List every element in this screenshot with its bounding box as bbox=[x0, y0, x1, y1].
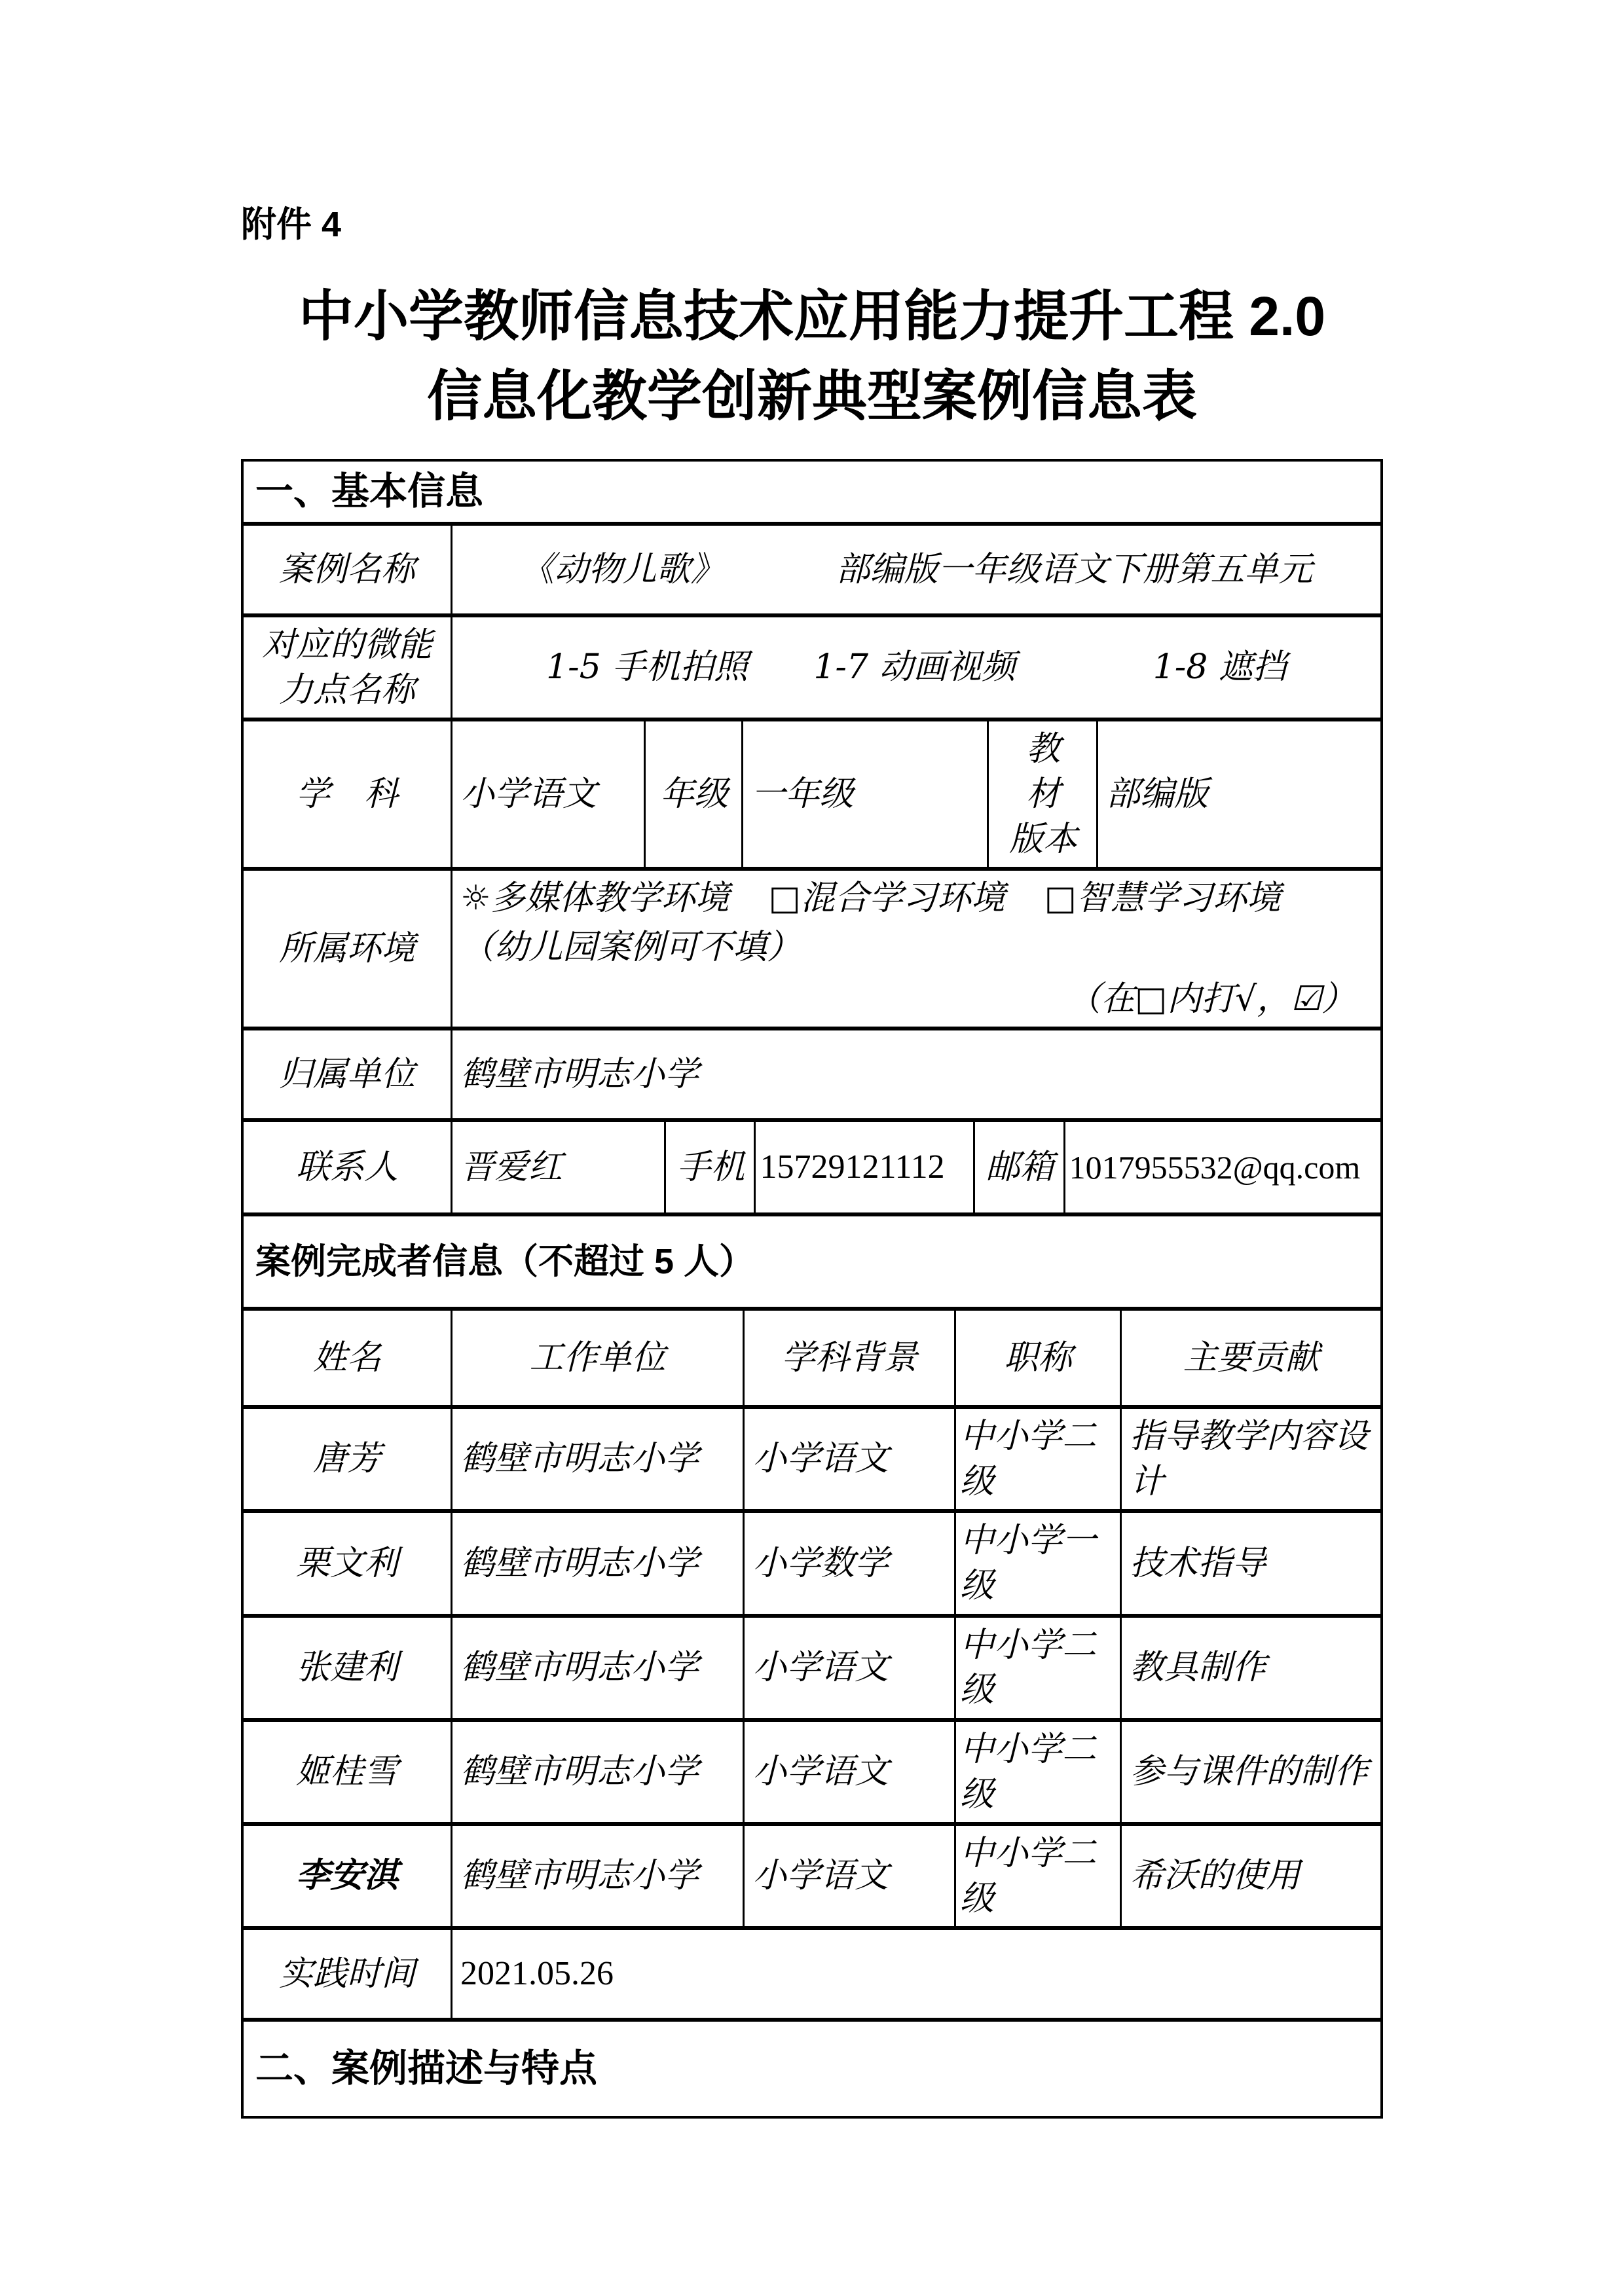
textbook-value: 部编版 bbox=[1096, 721, 1380, 867]
contributor-unit: 鹤壁市明志小学 bbox=[451, 1826, 743, 1926]
contributor-contribution: 参与课件的制作 bbox=[1120, 1722, 1380, 1822]
environment-row bbox=[244, 867, 1380, 1027]
contributor-contribution: 技术指导 bbox=[1120, 1513, 1380, 1613]
unit-row bbox=[244, 1027, 1380, 1118]
micro-point-item-1: 1-5 手机拍照 bbox=[546, 647, 748, 687]
textbook-label-line1: 教 材 bbox=[1026, 729, 1095, 814]
practice-time-row bbox=[244, 1926, 1380, 2018]
case-info-table bbox=[241, 459, 1383, 2119]
contact-label: 联系人 bbox=[295, 1147, 398, 1187]
subject-label: 学 科 bbox=[295, 774, 398, 814]
micro-point-item-3: 1-8 遮挡 bbox=[1153, 647, 1287, 687]
contributor-contribution: 教具制作 bbox=[1120, 1618, 1380, 1718]
table-row bbox=[244, 1718, 1380, 1822]
contributor-name: 李安淇 bbox=[295, 1855, 398, 1896]
contributors-header-row bbox=[244, 1212, 1380, 1307]
table-row bbox=[244, 1822, 1380, 1926]
contributor-contribution: 希沃的使用 bbox=[1120, 1826, 1380, 1926]
case-name-label: 案例名称 bbox=[278, 549, 415, 589]
email-label: 邮箱 bbox=[973, 1122, 1063, 1212]
subject-value: 小学语文 bbox=[451, 721, 644, 867]
unit-label: 归属单位 bbox=[278, 1054, 415, 1094]
column-header-title: 职称 bbox=[954, 1311, 1120, 1405]
column-header-name: 姓名 bbox=[312, 1338, 381, 1377]
environment-option-smart bbox=[1044, 876, 1281, 921]
contributor-name: 姬桂雪 bbox=[295, 1752, 398, 1792]
environment-option-multimedia bbox=[460, 876, 729, 921]
document-title-line1: 中小学教师信息技术应用能力提升工程 2.0 bbox=[298, 285, 1326, 347]
contributor-unit: 鹤壁市明志小学 bbox=[451, 1722, 743, 1822]
grade-label: 年级 bbox=[644, 721, 741, 867]
document-title bbox=[241, 277, 1383, 437]
textbook-label-line2: 版本 bbox=[1009, 819, 1078, 859]
contact-row bbox=[244, 1118, 1380, 1212]
contributor-subject: 小学语文 bbox=[743, 1618, 954, 1718]
column-header-subject: 学科背景 bbox=[743, 1311, 954, 1405]
micro-point-item-2: 1-7 动画视频 bbox=[813, 647, 1016, 687]
contributor-subject: 小学语文 bbox=[743, 1826, 954, 1926]
case-name-cell bbox=[451, 526, 1380, 613]
case-edition-note: 部编版一年级语文下册第五单元 bbox=[836, 549, 1313, 589]
environment-option-1-label: 多媒体教学环境 bbox=[490, 879, 729, 919]
contributor-title: 中小学二级 bbox=[954, 1722, 1120, 1822]
table-row bbox=[244, 1405, 1380, 1509]
case-name-row bbox=[244, 522, 1380, 613]
contributor-subject: 小学数学 bbox=[743, 1513, 954, 1613]
contributor-subject: 小学语文 bbox=[743, 1722, 954, 1822]
case-name-value: 《动物儿歌》 bbox=[520, 549, 725, 589]
textbook-label bbox=[987, 721, 1096, 867]
environment-option-blended bbox=[769, 876, 1005, 921]
contributors-section-header: 案例完成者信息（不超过 5 人） bbox=[255, 1241, 755, 1281]
contributor-title: 中小学二级 bbox=[954, 1409, 1120, 1509]
environment-cell bbox=[451, 871, 1380, 1027]
practice-time-value: 2021.05.26 bbox=[451, 1930, 1380, 2018]
table-row bbox=[244, 1509, 1380, 1613]
environment-option-2-label: 混合学习环境 bbox=[800, 879, 1005, 919]
contributor-name: 张建利 bbox=[295, 1647, 398, 1687]
contributor-title: 中小学二级 bbox=[954, 1826, 1120, 1926]
column-header-unit: 工作单位 bbox=[451, 1311, 743, 1405]
phone-value: 15729121112 bbox=[754, 1122, 973, 1212]
contributor-name: 栗文利 bbox=[295, 1543, 398, 1583]
email-value: 1017955532@qq.com bbox=[1063, 1122, 1380, 1212]
grade-value: 一年级 bbox=[741, 721, 987, 867]
contact-name: 晋爱红 bbox=[451, 1122, 664, 1212]
practice-time-label: 实践时间 bbox=[278, 1954, 415, 1994]
table-row bbox=[244, 1614, 1380, 1718]
environment-note: （幼儿园案例可不填） bbox=[460, 927, 801, 967]
empty-checkbox-icon-2: □ bbox=[1044, 879, 1077, 919]
contributor-contribution: 指导教学内容设计 bbox=[1120, 1409, 1380, 1509]
phone-label: 手机 bbox=[664, 1122, 754, 1212]
contributor-name: 唐芳 bbox=[312, 1439, 381, 1479]
contributor-subject: 小学语文 bbox=[743, 1409, 954, 1509]
contributor-title: 中小学二级 bbox=[954, 1618, 1120, 1718]
micro-points-label: 对应的微能力点名称 bbox=[261, 625, 432, 710]
subject-grade-row bbox=[244, 718, 1380, 867]
environment-instruction: （在□内打√，☑） bbox=[1067, 979, 1356, 1019]
sun-checked-icon: ☼ bbox=[460, 879, 491, 919]
section-1-header-row bbox=[244, 462, 1380, 522]
document-content bbox=[241, 196, 1383, 2119]
column-header-contribution: 主要贡献 bbox=[1120, 1311, 1380, 1405]
contributor-unit: 鹤壁市明志小学 bbox=[451, 1409, 743, 1509]
empty-checkbox-icon-1: □ bbox=[768, 879, 801, 919]
section-1-header: 一、基本信息 bbox=[255, 469, 484, 513]
contributor-unit: 鹤壁市明志小学 bbox=[451, 1513, 743, 1613]
environment-option-3-label: 智慧学习环境 bbox=[1076, 879, 1281, 919]
section-2-header: 二、案例描述与特点 bbox=[255, 2047, 598, 2090]
environment-label: 所属环境 bbox=[278, 928, 415, 968]
environment-options bbox=[460, 876, 1281, 921]
contributor-unit: 鹤壁市明志小学 bbox=[451, 1618, 743, 1718]
unit-value: 鹤壁市明志小学 bbox=[451, 1030, 1380, 1118]
micro-points-cell bbox=[451, 617, 1380, 718]
document-title-line2: 信息化教学创新典型案例信息表 bbox=[426, 365, 1197, 427]
micro-points-row bbox=[244, 613, 1380, 718]
contributor-title: 中小学一级 bbox=[954, 1513, 1120, 1613]
section-2-header-row bbox=[244, 2018, 1380, 2116]
contributors-columns-row bbox=[244, 1307, 1380, 1405]
attachment-label: 附件 4 bbox=[241, 205, 342, 244]
